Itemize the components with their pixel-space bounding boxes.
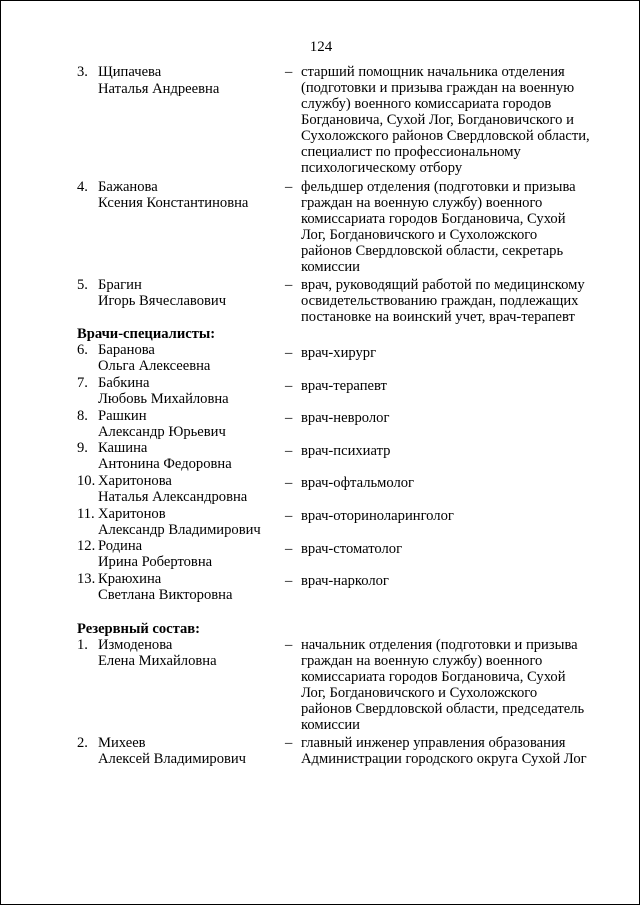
dash-separator: –: [285, 508, 293, 524]
position-line: Лог, Богдановичского и Сухоложского: [301, 227, 538, 243]
section-heading-specialists: Врачи-специалисты:: [77, 326, 216, 342]
person-name: [98, 473, 247, 505]
position-text: [301, 179, 616, 275]
given-names: Ирина Робертовна: [98, 554, 213, 570]
position-line: комиссии: [301, 259, 360, 275]
given-names: Наталья Андреевна: [98, 81, 220, 97]
surname: Харитонова: [98, 473, 172, 489]
position-text: [301, 277, 616, 325]
position-text: врач-нарколог: [301, 573, 389, 589]
surname: Измоденова: [98, 637, 173, 653]
surname: Рашкин: [98, 408, 147, 424]
page-number: 124: [309, 39, 333, 55]
person-name: [98, 571, 232, 603]
dash-separator: –: [285, 637, 293, 653]
position-line: районов Свердловской области, секретарь: [301, 243, 564, 259]
surname: Баранова: [98, 342, 155, 358]
dash-separator: –: [285, 64, 293, 80]
given-names: Алексей Владимирович: [98, 751, 247, 767]
surname: Родина: [98, 538, 143, 554]
person-name: [98, 538, 212, 570]
item-number: 6.: [77, 342, 88, 358]
dash-separator: –: [285, 277, 293, 293]
dash-separator: –: [285, 410, 293, 426]
position-line: службу) военного комиссариата городов: [301, 96, 552, 112]
position-line: фельдшер отделения (подготовки и призыва: [301, 179, 576, 195]
dash-separator: –: [285, 378, 293, 394]
dash-separator: –: [285, 573, 293, 589]
surname: Кашина: [98, 440, 148, 456]
given-names: Елена Михайловна: [98, 653, 217, 669]
item-number: 5.: [77, 277, 88, 293]
person-name: [98, 342, 210, 374]
position-line: (подготовки и призыва граждан на военную: [301, 80, 575, 96]
item-number: 12.: [77, 538, 96, 554]
surname: Михеев: [98, 735, 146, 751]
given-names: Александр Владимирович: [98, 522, 261, 538]
surname: Бажанова: [98, 179, 158, 195]
person-name: [98, 64, 219, 97]
surname: Щипачева: [98, 64, 162, 80]
position-line: врач, руководящий работой по медицинскому: [301, 277, 585, 293]
person-name: [98, 735, 246, 767]
position-text: врач-офтальмолог: [301, 475, 415, 491]
position-line: комиссии: [301, 717, 360, 733]
position-line: комиссариата городов Богдановича, Сухой: [301, 669, 566, 685]
item-number: 10.: [77, 473, 96, 489]
given-names: Ольга Алексеевна: [98, 358, 211, 374]
position-text: врач-терапевт: [301, 378, 387, 394]
position-line: Администрации городского округа Сухой Лог: [301, 751, 587, 767]
item-number: 1.: [77, 637, 88, 653]
position-line: начальник отделения (подготовки и призыва: [301, 637, 578, 653]
dash-separator: –: [285, 735, 293, 751]
person-name: [98, 408, 226, 440]
surname: Брагин: [98, 277, 142, 293]
item-number: 7.: [77, 375, 88, 391]
given-names: Александр Юрьевич: [98, 424, 226, 440]
position-text: врач-стоматолог: [301, 541, 403, 557]
item-number: 2.: [77, 735, 88, 751]
position-line: Богдановича, Сухой Лог, Богдановичского и: [301, 112, 574, 128]
position-text: [301, 637, 616, 733]
item-number: 11.: [77, 506, 95, 522]
position-line: постановке на воинский учет, врач-терапевт: [301, 309, 575, 325]
item-number: 9.: [77, 440, 88, 456]
position-line: граждан на военную службу) военного: [301, 195, 543, 211]
position-text: врач-невролог: [301, 410, 390, 426]
position-line: старший помощник начальника отделения: [301, 64, 565, 80]
surname: Краюхина: [98, 571, 162, 587]
position-text: врач-психиатр: [301, 443, 391, 459]
surname: Бабкина: [98, 375, 150, 391]
given-names: Наталья Александровна: [98, 489, 248, 505]
position-line: Сухоложского районов Свердловской области,: [301, 128, 590, 144]
item-number: 3.: [77, 64, 88, 80]
person-name: [98, 506, 261, 538]
position-line: Лог, Богдановичского и Сухоложского: [301, 685, 538, 701]
position-text: [301, 735, 616, 767]
given-names: Ксения Константиновна: [98, 195, 249, 211]
position-line: освидетельствованию граждан, подлежащих: [301, 293, 579, 309]
given-names: Светлана Викторовна: [98, 587, 233, 603]
person-name: [98, 440, 232, 472]
dash-separator: –: [285, 475, 293, 491]
given-names: Игорь Вячеславович: [98, 293, 227, 309]
dash-separator: –: [285, 443, 293, 459]
position-line: специалист по профессиональному: [301, 144, 521, 160]
given-names: Антонина Федоровна: [98, 456, 232, 472]
item-number: 4.: [77, 179, 88, 195]
section-heading-reserve: Резервный состав:: [77, 621, 201, 637]
position-line: районов Свердловской области, председатель: [301, 701, 585, 717]
item-number: 13.: [77, 571, 96, 587]
position-text: врач-хирург: [301, 345, 377, 361]
position-text: [301, 64, 616, 176]
position-line: граждан на военную службу) военного: [301, 653, 543, 669]
person-name: [98, 375, 229, 407]
dash-separator: –: [285, 179, 293, 195]
dash-separator: –: [285, 345, 293, 361]
position-line: психологическому отбору: [301, 160, 463, 176]
surname: Харитонов: [98, 506, 166, 522]
person-name: [98, 637, 217, 669]
person-name: [98, 179, 248, 211]
person-name: [98, 277, 226, 309]
position-line: главный инженер управления образования: [301, 735, 566, 751]
dash-separator: –: [285, 541, 293, 557]
item-number: 8.: [77, 408, 88, 424]
given-names: Любовь Михайловна: [98, 391, 229, 407]
position-line: комиссариата городов Богдановича, Сухой: [301, 211, 566, 227]
position-text: врач-оториноларинголог: [301, 508, 454, 524]
